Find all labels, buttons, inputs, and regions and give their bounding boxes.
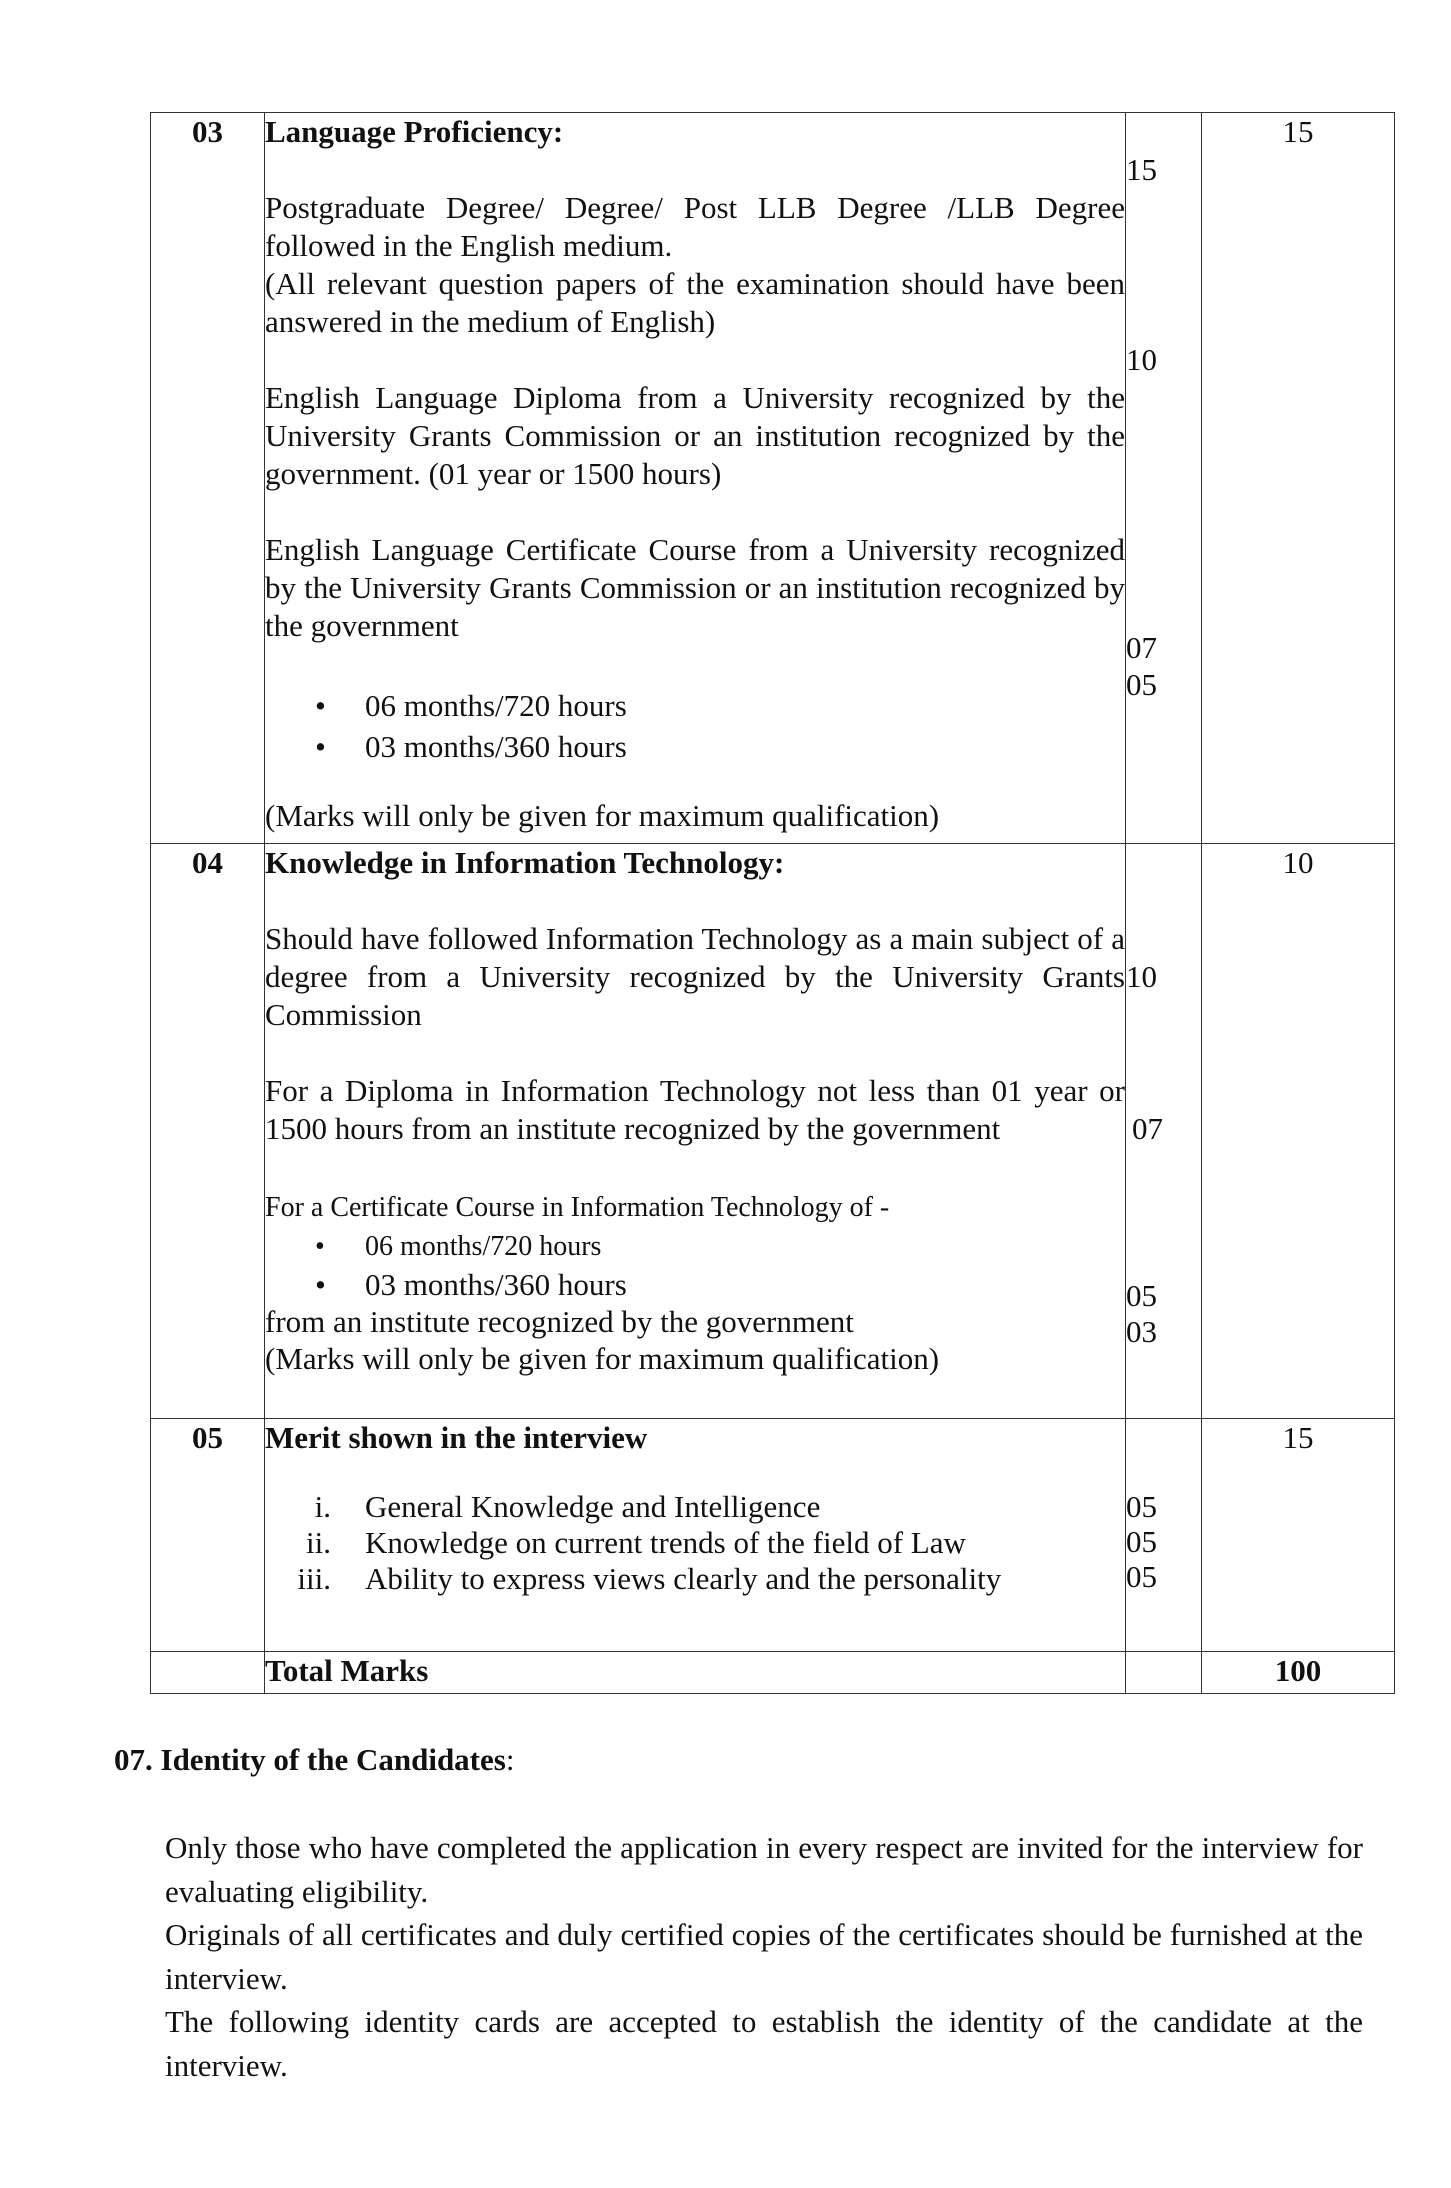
criteria-note: (All relevant question papers of the examination should have been answered in the medium of English) [265, 266, 1125, 339]
row-number: 03 [151, 113, 265, 844]
list-item: • 03 months/360 hours [265, 1266, 1125, 1303]
marks-table [150, 112, 1395, 1694]
duration-list [265, 1228, 1125, 1303]
item-number: iii. [297, 1561, 331, 1596]
paragraph: Only those who have completed the application in every respect are invited for the interview for evaluating eligibility. [165, 1830, 1363, 1909]
criteria-text: English Language Diploma from a University recognized by the University Grants Commission or an institution recognized by the government. (01 year or 1500 hours) [265, 380, 1125, 491]
sub-marks-cell [1126, 1419, 1202, 1652]
sub-mark: 07 [1126, 630, 1157, 665]
total-marks-cell: 15 [1202, 113, 1395, 844]
total-marks-cell: 10 [1202, 844, 1395, 1419]
criteria-note: (Marks will only be given for maximum qualification) [265, 1341, 940, 1376]
criteria-heading: Knowledge in Information Technology: [265, 845, 785, 880]
section-body [165, 1826, 1363, 2087]
sub-mark: 15 [1126, 152, 1157, 187]
total-marks-cell: 15 [1202, 1419, 1395, 1652]
criteria-heading: Language Proficiency: [265, 114, 564, 149]
item-number: i. [314, 1489, 331, 1524]
criteria-text: For a Certificate Course in Information Technology of - [265, 1192, 890, 1223]
list-item: • 03 months/360 hours [265, 726, 1125, 767]
criteria-note: (Marks will only be given for maximum qualification) [265, 798, 940, 833]
sub-mark: 05 [1126, 1489, 1157, 1524]
sub-mark: 05 [1126, 667, 1157, 702]
table-row [151, 1419, 1395, 1652]
item-text: Knowledge on current trends of the field of Law [365, 1525, 966, 1560]
criteria-text: Postgraduate Degree/ Degree/ Post LLB Degree /LLB Degree followed in the English medium. [265, 190, 1125, 263]
total-row [151, 1652, 1395, 1694]
item-number: ii. [306, 1525, 331, 1560]
sub-mark: 10 [1126, 959, 1157, 994]
item-text: Ability to express views clearly and the personality [365, 1561, 1002, 1596]
item-text: General Knowledge and Intelligence [365, 1489, 821, 1524]
sub-mark: 07 [1132, 1111, 1163, 1146]
sub-mark: 10 [1126, 342, 1157, 377]
interview-criteria-list [265, 1489, 1125, 1597]
section-colon: : [505, 1742, 515, 1777]
sub-mark: 05 [1126, 1278, 1157, 1313]
row-number: 05 [151, 1419, 265, 1652]
list-item [265, 1525, 1125, 1561]
total-value: 100 [1202, 1652, 1395, 1694]
empty-cell [151, 1652, 265, 1694]
list-item [265, 1489, 1125, 1525]
criteria-cell [265, 113, 1126, 844]
criteria-text: from an institute recognized by the government [265, 1304, 854, 1339]
paragraph: Originals of all certificates and duly certified copies of the certificates should be furnished at the interview. [165, 1917, 1363, 1996]
criteria-text: For a Diploma in Information Technology not less than 01 year or 1500 hours from an institute recognized by the government [265, 1073, 1125, 1146]
paragraph: The following identity cards are accepted to establish the identity of the candidate at the interview. [165, 2004, 1363, 2083]
criteria-text: Should have followed Information Technology as a main subject of a degree from a University recognized by the University Grants Commission [265, 921, 1125, 1032]
sub-mark: 03 [1126, 1314, 1157, 1349]
table-row [151, 113, 1395, 844]
row-number: 04 [151, 844, 265, 1419]
section-heading [114, 1742, 514, 1778]
sub-marks-cell [1126, 844, 1202, 1419]
criteria-cell [265, 844, 1126, 1419]
sub-mark: 05 [1126, 1559, 1157, 1594]
sub-marks-cell [1126, 113, 1202, 844]
list-item: • 06 months/720 hours [265, 685, 1125, 726]
empty-cell [1126, 1652, 1202, 1694]
list-item [265, 1561, 1125, 1597]
criteria-cell [265, 1419, 1126, 1652]
table-row [151, 844, 1395, 1419]
list-item: • 06 months/720 hours [265, 1228, 1125, 1266]
section-title: 07. Identity of the Candidates [114, 1742, 506, 1777]
criteria-text: English Language Certificate Course from a University recognized by the University Grants Commission or an institution recognized by the government [265, 532, 1125, 643]
total-label: Total Marks [265, 1652, 1126, 1694]
duration-list [265, 685, 1125, 767]
criteria-heading: Merit shown in the interview [265, 1420, 648, 1455]
sub-mark: 05 [1126, 1524, 1157, 1559]
